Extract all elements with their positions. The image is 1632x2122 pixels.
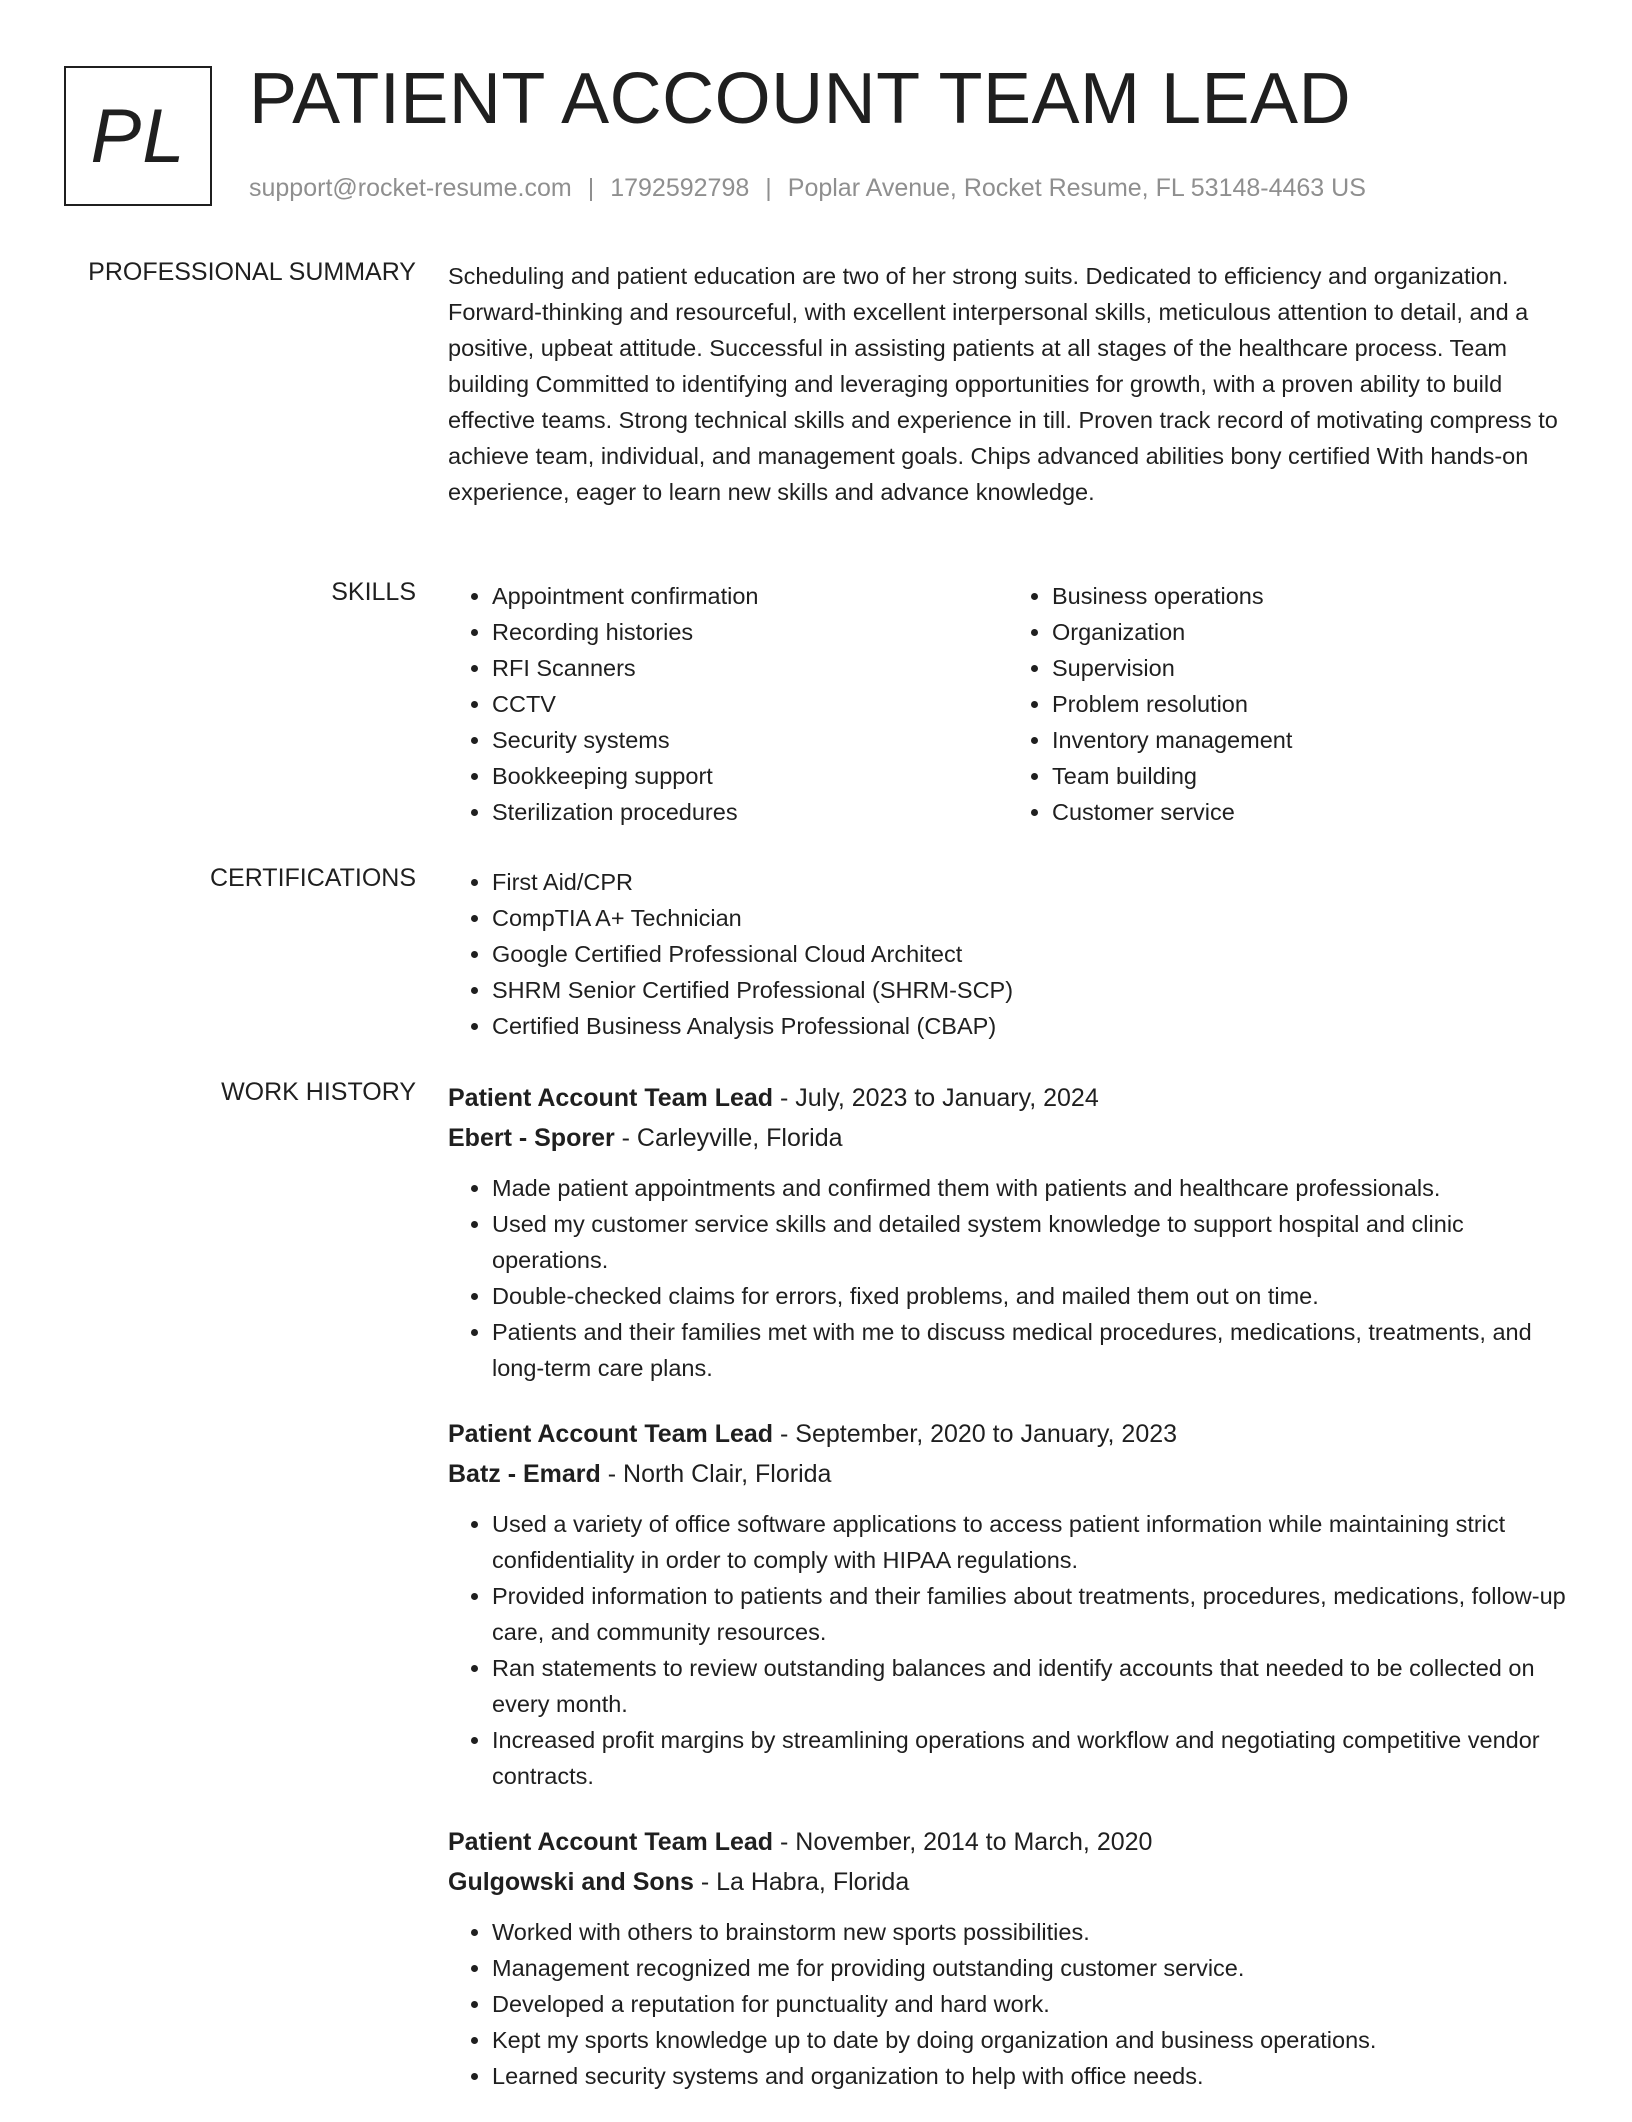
list-item: • SHRM Senior Certified Professional (SHRM-SCP) — [492, 972, 1568, 1008]
list-item: • Kept my sports knowledge up to date by doing organization and business operations. — [492, 2022, 1568, 2058]
list-item: • Double-checked claims for errors, fixed problems, and mailed them out on time. — [492, 1278, 1568, 1314]
work-history-label: WORK HISTORY — [221, 1078, 416, 1106]
list-item: • Appointment confirmation — [492, 578, 1008, 614]
list-item: • Security systems — [492, 722, 1008, 758]
job-entry — [448, 1414, 1568, 1794]
certifications-list — [448, 864, 1568, 1044]
list-item: • Worked with others to brainstorm new sports possibilities. — [492, 1914, 1568, 1950]
job-dates: - September, 2020 to January, 2023 — [773, 1420, 1178, 1448]
skills-list-right — [1008, 578, 1568, 830]
job-role: Patient Account Team Lead — [448, 1420, 774, 1448]
job-bullets — [448, 1170, 1568, 1386]
list-item: • Organization — [1052, 614, 1568, 650]
skills-list-left — [448, 578, 1008, 830]
job-dates: - July, 2023 to January, 2024 — [773, 1084, 1099, 1112]
job-location: - North Clair, Florida — [600, 1460, 832, 1488]
list-item: • Used my customer service skills and detailed system knowledge to support hospital and clinic operations. — [492, 1206, 1568, 1278]
contact-separator: | — [765, 174, 772, 202]
summary-body — [448, 258, 1568, 510]
job-dates: - November, 2014 to March, 2020 — [773, 1828, 1153, 1856]
contact-line — [249, 174, 1366, 203]
contact-separator: | — [587, 174, 595, 202]
job-role: Patient Account Team Lead — [448, 1084, 774, 1112]
list-item: • CCTV — [492, 686, 1008, 722]
list-item: • Team building — [1052, 758, 1568, 794]
list-item: • Sterilization procedures — [492, 794, 1008, 830]
list-item: • Patients and their families met with me to discuss medical procedures, medications, treatments, and long-term care plans. — [492, 1314, 1568, 1386]
list-item: • Increased profit margins by streamlining operations and workflow and negotiating competitive vendor contracts. — [492, 1722, 1568, 1794]
list-item: • Google Certified Professional Cloud Architect — [492, 936, 1568, 972]
certifications-label: CERTIFICATIONS — [209, 864, 416, 892]
list-item: • Problem resolution — [1052, 686, 1568, 722]
summary-label: PROFESSIONAL SUMMARY — [88, 258, 416, 286]
list-item: • Business operations — [1052, 578, 1568, 614]
skills-body — [448, 578, 1568, 830]
skills-label: SKILLS — [331, 578, 416, 606]
initials-monogram — [64, 66, 212, 206]
job-entry — [448, 1822, 1568, 2094]
job-company: Gulgowski and Sons — [448, 1868, 694, 1896]
job-location: - Carleyville, Florida — [614, 1124, 843, 1152]
job-location: - La Habra, Florida — [693, 1868, 910, 1896]
list-item: • First Aid/CPR — [492, 864, 1568, 900]
list-item: • Customer service — [1052, 794, 1568, 830]
list-item: • Supervision — [1052, 650, 1568, 686]
list-item: • Learned security systems and organization to help with office needs. — [492, 2058, 1568, 2094]
list-item: • Ran statements to review outstanding balances and identify accounts that needed to be collected on every month. — [492, 1650, 1568, 1722]
list-item: • Developed a reputation for punctuality and hard work. — [492, 1986, 1568, 2022]
list-item: • Bookkeeping support — [492, 758, 1008, 794]
list-item: • Certified Business Analysis Professional (CBAP) — [492, 1008, 1568, 1044]
job-company: Batz - Emard — [448, 1460, 601, 1488]
job-title-line — [448, 1414, 1568, 1454]
page-title: PATIENT ACCOUNT TEAM LEAD — [249, 59, 1352, 139]
certifications-body — [448, 864, 1568, 1044]
job-title-line — [448, 1822, 1568, 1862]
summary-text: Scheduling and patient education are two of her strong suits. Dedicated to efficiency and organization. Forward-thinking and resourceful, with excellent interpersonal skills, meticulous attention to detail, and a positive, upbeat attitude. Successful in assisting patients at all stages of the healthcare process. Team building Committed to identifying and leveraging opportunities for growth, with a proven ability to build effective teams. Strong technical skills and experience in till. Proven track record of motivating compress to achieve team, individual, and management goals. Chips advanced abilities bony certified With hands-on experience, eager to learn new skills and advance knowledge. — [448, 263, 1558, 505]
job-bullets — [448, 1914, 1568, 2094]
list-item: • Management recognized me for providing outstanding customer service. — [492, 1950, 1568, 1986]
job-company-line — [448, 1454, 1568, 1494]
contact-email: support@rocket-resume.com — [249, 174, 572, 202]
job-bullets — [448, 1506, 1568, 1794]
job-company-line — [448, 1118, 1568, 1158]
job-company-line — [448, 1862, 1568, 1902]
list-item: • Made patient appointments and confirmed them with patients and healthcare professionals. — [492, 1170, 1568, 1206]
job-title-line — [448, 1078, 1568, 1118]
initials-text: PL — [90, 93, 186, 179]
contact-address: Poplar Avenue, Rocket Resume, FL 53148-4463 US — [787, 174, 1366, 202]
contact-phone: 1792592798 — [610, 174, 750, 202]
job-role: Patient Account Team Lead — [448, 1828, 774, 1856]
list-item: • Used a variety of office software applications to access patient information while maintaining strict confidentiality in order to comply with HIPAA regulations. — [492, 1506, 1568, 1578]
list-item: • Recording histories — [492, 614, 1008, 650]
list-item: • Provided information to patients and their families about treatments, procedures, medications, follow-up care, and community resources. — [492, 1578, 1568, 1650]
job-company: Ebert - Sporer — [448, 1124, 615, 1152]
list-item: • RFI Scanners — [492, 650, 1008, 686]
list-item: • Inventory management — [1052, 722, 1568, 758]
job-entry — [448, 1078, 1568, 1386]
work-history-body — [448, 1078, 1568, 2122]
list-item: • CompTIA A+ Technician — [492, 900, 1568, 936]
skills-columns — [448, 578, 1568, 830]
